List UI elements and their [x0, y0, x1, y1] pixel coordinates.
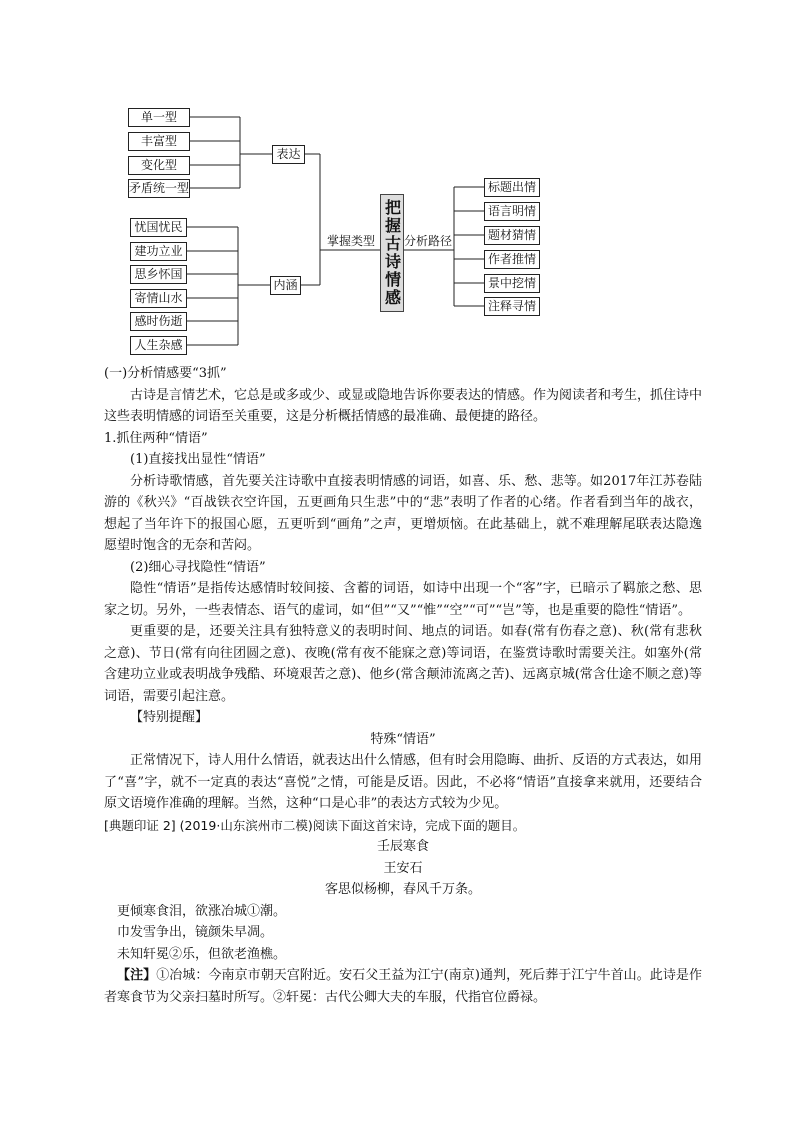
connotation-box: 内涵 [270, 276, 301, 295]
paragraph-explicit: 分析诗歌情感，首先要关注诗歌中直接表明情感的词语，如喜、乐、愁、悲等。如2017年江苏卷陆游的《秋兴》“百战铁衣空许国，五更画角只生悲”中的“悲”表明了作者的心绪。作者看到当年的战衣，想起了当年许下的报国心愿，五更听到“画角”之声，更增烦恼。在此基础上，就不难理解尾联表达隐逸愿望时饱含的无奈和苦闷。 [104, 473, 702, 553]
type-box-rich: 丰富型 [128, 132, 190, 151]
type-box-change: 变化型 [128, 156, 190, 175]
poem-line-1: 客思似杨柳，春风千万条。 [324, 882, 481, 897]
center-topic-box: 把握古诗情感 [380, 194, 404, 312]
poem-line-3: 巾发雪争出，镜颜朱早凋。 [117, 925, 274, 940]
content-box-patriotism: 忧国忧民 [130, 218, 187, 237]
path-box-author: 作者推情 [484, 250, 540, 269]
path-box-subject: 题材猜情 [484, 226, 540, 245]
poem-notes [104, 965, 702, 1008]
content-box-life: 人生杂感 [130, 336, 187, 355]
paragraph-intro: 古诗是言情艺术，它总是或多或少、或显或隐地告诉你要表达的情感。作为阅读者和考生，抓住诗中这些表明情感的词语至关重要，这是分析概括情感的最准确、最便捷的路径。 [104, 387, 703, 424]
content-box-achievement: 建功立业 [130, 242, 187, 261]
poem-author: 王安石 [383, 860, 423, 876]
section-heading-3-grabs: (一)分析情感要“3抓” [104, 366, 227, 381]
poem-line-2: 更倾寒食泪，欲涨冶城①潮。 [117, 903, 287, 919]
subheading-two-emotion-words: 1.抓住两种“情语” [104, 430, 208, 446]
article-body [104, 363, 702, 1008]
paragraph-implicit: 隐性“情语”是指传达感情时较间接、含蓄的词语，如诗中出现一个“客”字，已暗示了羁旅之愁、思家之切。另外，一些表情态、语气的虚词，如“但”“又”“惟”“空”“可”“岂”等，也是重要的隐性“情语”。 [104, 581, 702, 618]
poem-line-4: 未知轩冕②乐，但欲老渔樵。 [117, 946, 287, 962]
special-tip-text: 正常情况下，诗人用什么情语，就表达出什么情感，但有时会用隐晦、曲折、反语的方式表达，如用了“喜”字，就不一定真的表达“喜悦”之情，可能是反语。因此，不必将“情语”直接拿来就用，还要结合原文语境作准确的理解。当然，这种“口是心非”的表达方式较为少见。 [104, 753, 703, 811]
notes-label: 【注】 [117, 968, 157, 983]
master-types-label: 掌握类型 [327, 234, 376, 248]
special-tip-title: 特殊“情语” [370, 731, 436, 747]
subheading-implicit-words: (2)细心寻找隐性“情语” [130, 559, 266, 575]
example-intro: [典题印证 2] (2019·山东滨州市二模)阅读下面这首宋诗，完成下面的题目。 [104, 817, 526, 833]
type-box-contradiction: 矛盾统一型 [128, 179, 190, 198]
poem-title: 壬辰寒食 [376, 839, 429, 854]
content-box-time: 感时伤逝 [130, 312, 187, 331]
notes-text: ①冶城：今南京市朝天宫附近。安石父王益为江宁(南京)通判，死后葬于江宁牛首山。此诗是作者寒食节为父亲扫墓时所写。②轩冕：古代公卿大夫的车服，代指官位爵禄。 [104, 968, 702, 1005]
subheading-explicit-words: (1)直接找出显性“情语” [130, 452, 266, 467]
expression-box: 表达 [272, 145, 305, 164]
content-box-homesick: 思乡怀国 [130, 265, 187, 284]
diagram-connectors [0, 0, 794, 370]
analysis-path-label: 分析路径 [404, 234, 453, 248]
paragraph-time-place: 更重要的是，还要关注具有独特意义的表明时间、地点的词语。如春(常有伤春之意)、秋(常有悲秋之意)、节日(常有向往团圆之意)、夜晚(常有夜不能寐之意)等词语，在鉴赏诗歌时需要关注。如塞外(常含建功立业或表明战争残酷、环境艰苦之意)、他乡(常含颠沛流离之苦)、远离京城(常含仕途不顺之意)等词语，需要引起注意。 [104, 624, 702, 704]
path-box-scene: 景中挖情 [484, 274, 540, 293]
path-box-title: 标题出情 [484, 178, 540, 197]
content-box-landscape: 寄情山水 [130, 289, 187, 308]
path-box-language: 语言明情 [484, 202, 540, 221]
type-box-single: 单一型 [128, 108, 190, 127]
path-box-notes: 注释寻情 [484, 297, 540, 316]
special-tip-label: 【特别提醒】 [130, 710, 209, 725]
